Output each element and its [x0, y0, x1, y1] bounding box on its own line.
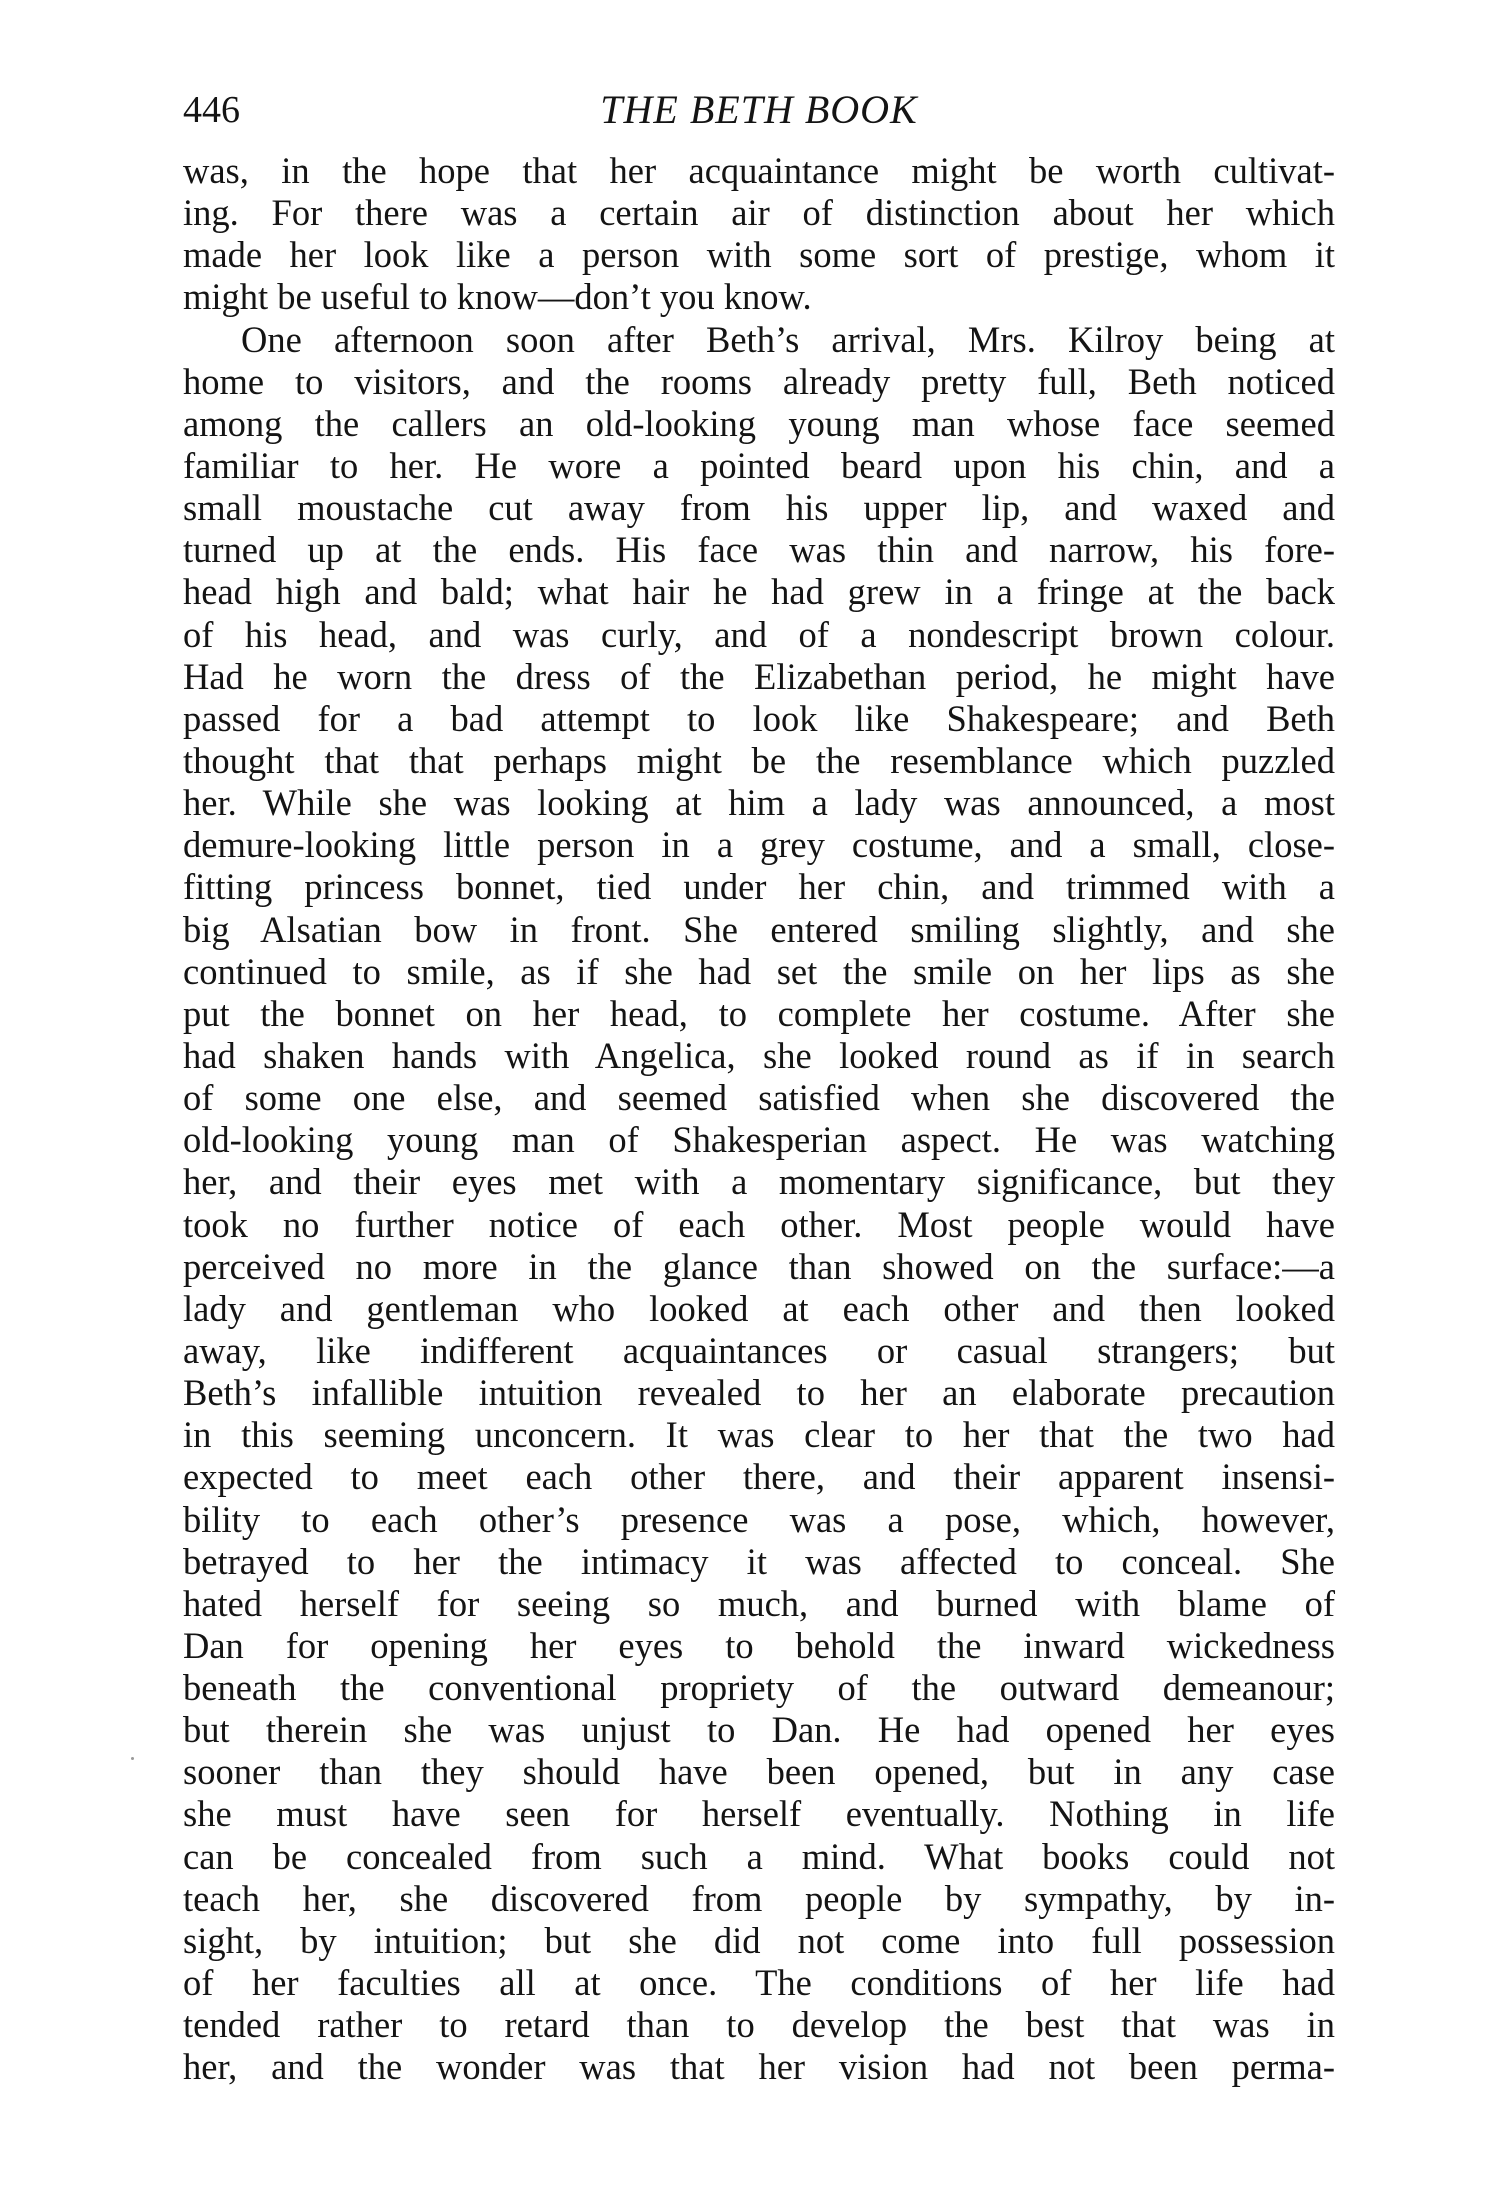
text-line: sight, by intuition; but she did not come into full possession — [183, 1919, 1335, 1961]
running-title: THE BETH BOOK — [600, 87, 918, 132]
text-line: thought that that perhaps might be the resemblance which puzzled — [183, 739, 1335, 781]
text-line: home to visitors, and the rooms already pretty full, Beth noticed — [183, 360, 1335, 402]
text-line: might be useful to know—don’t you know. — [183, 276, 812, 318]
text-line: made her look like a person with some sort of prestige, whom it — [183, 234, 1335, 276]
text-line: among the callers an old-looking young man whose face seemed — [183, 402, 1335, 444]
text-line: of her faculties all at once. The conditions of her life had — [183, 1962, 1335, 2004]
text-line: her, and their eyes met with a momentary significance, but they — [183, 1161, 1335, 1203]
text-line: away, like indifferent acquaintances or casual strangers; but — [183, 1329, 1335, 1371]
text-line: took no further notice of each other. Most people would have — [183, 1203, 1335, 1245]
text-line: in this seeming unconcern. It was clear to her that the two had — [183, 1414, 1335, 1456]
text-line: head high and bald; what hair he had grew in a fringe at the back — [183, 571, 1335, 613]
page-number: 446 — [183, 89, 240, 131]
text-line: Beth’s infallible intuition revealed to her an elaborate precaution — [183, 1372, 1335, 1414]
text-line: hated herself for seeing so much, and burned with blame of — [183, 1582, 1335, 1624]
text-line: betrayed to her the intimacy it was affected to conceal. She — [183, 1540, 1335, 1582]
text-line: old-looking young man of Shakesperian aspect. He was watching — [183, 1119, 1335, 1161]
text-line: she must have seen for herself eventually. Nothing in life — [183, 1793, 1335, 1835]
text-line: can be concealed from such a mind. What books could not — [183, 1835, 1335, 1877]
text-line: Had he worn the dress of the Elizabethan period, he might have — [183, 655, 1335, 697]
scan-speck — [131, 1757, 134, 1760]
text-line: lady and gentleman who looked at each other and then looked — [183, 1287, 1335, 1329]
text-line: sooner than they should have been opened, but in any case — [183, 1751, 1335, 1793]
text-line: bility to each other’s presence was a pose, which, however, — [183, 1498, 1335, 1540]
text-line: put the bonnet on her head, to complete her costume. After she — [183, 992, 1335, 1034]
text-line: passed for a bad attempt to look like Shakespeare; and Beth — [183, 697, 1335, 739]
text-line: tended rather to retard than to develop the best that was in — [183, 2004, 1335, 2046]
text-line: continued to smile, as if she had set the smile on her lips as she — [183, 950, 1335, 992]
text-line: of his head, and was curly, and of a nondescript brown colour. — [183, 613, 1335, 655]
text-line: familiar to her. He wore a pointed beard upon his chin, and a — [183, 444, 1335, 486]
body-text — [183, 150, 1335, 2088]
text-line: ing. For there was a certain air of distinction about her which — [183, 192, 1335, 234]
text-line: her, and the wonder was that her vision had not been perma- — [183, 2046, 1335, 2088]
text-line: Dan for opening her eyes to behold the inward wickedness — [183, 1624, 1335, 1666]
text-line: teach her, she discovered from people by sympathy, by in- — [183, 1877, 1335, 1919]
text-line: turned up at the ends. His face was thin and narrow, his fore- — [183, 529, 1335, 571]
text-line: of some one else, and seemed satisfied when she discovered the — [183, 1077, 1335, 1119]
text-line: beneath the conventional propriety of the outward demeanour; — [183, 1667, 1335, 1709]
text-line: had shaken hands with Angelica, she looked round as if in search — [183, 1034, 1335, 1076]
text-line: expected to meet each other there, and their apparent insensi- — [183, 1456, 1335, 1498]
text-line: big Alsatian bow in front. She entered smiling slightly, and she — [183, 908, 1335, 950]
text-line: fitting princess bonnet, tied under her chin, and trimmed with a — [183, 866, 1335, 908]
text-line: demure-looking little person in a grey costume, and a small, close- — [183, 824, 1335, 866]
text-line: her. While she was looking at him a lady was announced, a most — [183, 782, 1335, 824]
text-line: small moustache cut away from his upper lip, and waxed and — [183, 487, 1335, 529]
text-line: but therein she was unjust to Dan. He had opened her eyes — [183, 1709, 1335, 1751]
text-line: was, in the hope that her acquaintance might be worth cultivat- — [183, 150, 1335, 191]
text-line: perceived no more in the glance than showed on the surface:—a — [183, 1245, 1335, 1287]
page-header — [183, 80, 1335, 140]
text-line: One afternoon soon after Beth’s arrival, Mrs. Kilroy being at — [241, 318, 1335, 360]
